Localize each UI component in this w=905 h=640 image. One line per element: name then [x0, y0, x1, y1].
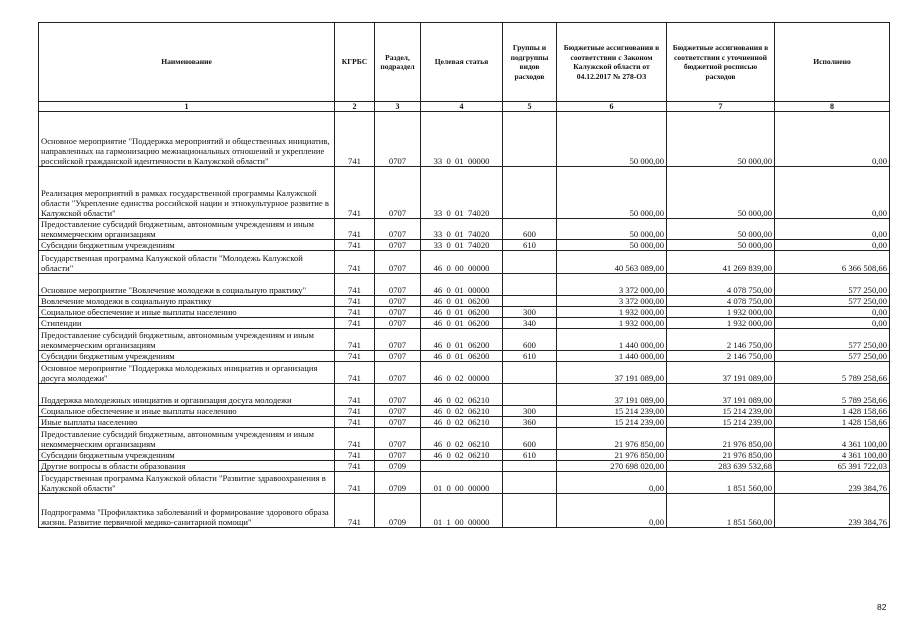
- row-assignment-law: 1 932 000,00: [557, 318, 667, 329]
- row-executed: 65 391 722,03: [775, 461, 890, 472]
- row-assignment-updated: 2 146 750,00: [667, 351, 775, 362]
- row-assignment-updated: 41 269 839,00: [667, 251, 775, 274]
- row-name: Основное мероприятие "Поддержка молодежных инициатив и организация досуга молодежи": [39, 362, 335, 384]
- row-assignment-updated: 37 191 089,00: [667, 362, 775, 384]
- row-kgrbs: 741: [335, 351, 375, 362]
- row-name: Субсидии бюджетным учреждениям: [39, 450, 335, 461]
- row-executed: 1 428 158,66: [775, 417, 890, 428]
- row-kgrbs: 741: [335, 384, 375, 406]
- row-section: 0707: [375, 417, 421, 428]
- table-row: [39, 461, 890, 472]
- row-name: Стипендии: [39, 318, 335, 329]
- row-kgrbs: 741: [335, 494, 375, 528]
- row-name: Предоставление субсидий бюджетным, автономным учреждениям и иным некоммерческим организациям: [39, 329, 335, 351]
- header-section: Раздел, подраздел: [375, 23, 421, 102]
- row-expense-group: 610: [503, 240, 557, 251]
- row-assignment-law: 3 372 000,00: [557, 296, 667, 307]
- row-section: 0707: [375, 384, 421, 406]
- table-row: [39, 251, 890, 274]
- row-assignment-law: 3 372 000,00: [557, 274, 667, 296]
- row-assignment-law: 40 563 089,00: [557, 251, 667, 274]
- table-row: [39, 362, 890, 384]
- table-row: [39, 494, 890, 528]
- row-target-article: 01 1 00 00000: [421, 494, 503, 528]
- row-name: Основное мероприятие "Вовлечение молодежи в социальную практику": [39, 274, 335, 296]
- row-assignment-updated: 1 851 560,00: [667, 472, 775, 494]
- budget-table: [38, 22, 890, 528]
- row-assignment-law: 21 976 850,00: [557, 450, 667, 461]
- row-executed: 0,00: [775, 318, 890, 329]
- row-name: Социальное обеспечение и иные выплаты населению: [39, 406, 335, 417]
- row-assignment-law: 37 191 089,00: [557, 384, 667, 406]
- row-kgrbs: 741: [335, 329, 375, 351]
- table-row: [39, 384, 890, 406]
- header-name: Наименование: [39, 23, 335, 102]
- table-row: [39, 112, 890, 167]
- row-kgrbs: 741: [335, 362, 375, 384]
- row-assignment-law: 1 932 000,00: [557, 307, 667, 318]
- row-assignment-updated: 1 932 000,00: [667, 318, 775, 329]
- row-section: 0707: [375, 318, 421, 329]
- table-row: [39, 274, 890, 296]
- row-executed: 239 384,76: [775, 472, 890, 494]
- table-row: [39, 351, 890, 362]
- row-name: Другие вопросы в области образования: [39, 461, 335, 472]
- row-executed: 1 428 158,66: [775, 406, 890, 417]
- row-assignment-updated: 2 146 750,00: [667, 329, 775, 351]
- header-expense-groups: Группы и подгруппы видов расходов: [503, 23, 557, 102]
- row-expense-group: [503, 461, 557, 472]
- row-executed: 0,00: [775, 112, 890, 167]
- row-assignment-updated: 4 078 750,00: [667, 296, 775, 307]
- row-assignment-updated: 50 000,00: [667, 112, 775, 167]
- row-target-article: 33 0 01 74020: [421, 240, 503, 251]
- column-number: 6: [557, 102, 667, 112]
- row-section: 0707: [375, 428, 421, 450]
- row-name: Государственная программа Калужской области "Развитие здравоохранения в Калужской области": [39, 472, 335, 494]
- row-assignment-law: 37 191 089,00: [557, 362, 667, 384]
- row-target-article: 46 0 02 06210: [421, 450, 503, 461]
- table-row: [39, 428, 890, 450]
- table-body: [39, 112, 890, 528]
- row-kgrbs: 741: [335, 428, 375, 450]
- row-assignment-updated: 15 214 239,00: [667, 417, 775, 428]
- row-target-article: 46 0 01 06200: [421, 318, 503, 329]
- row-target-article: [421, 461, 503, 472]
- row-expense-group: [503, 274, 557, 296]
- row-target-article: 33 0 01 00000: [421, 112, 503, 167]
- row-expense-group: [503, 296, 557, 307]
- row-name: Поддержка молодежных инициатив и организация досуга молодежи: [39, 384, 335, 406]
- row-assignment-updated: 283 639 532,68: [667, 461, 775, 472]
- row-assignment-updated: 21 976 850,00: [667, 428, 775, 450]
- row-executed: 5 789 258,66: [775, 362, 890, 384]
- row-section: 0707: [375, 362, 421, 384]
- row-assignment-updated: 15 214 239,00: [667, 406, 775, 417]
- column-number-row: [39, 102, 890, 112]
- table-row: [39, 450, 890, 461]
- row-assignment-updated: 37 191 089,00: [667, 384, 775, 406]
- row-section: 0707: [375, 251, 421, 274]
- row-section: 0707: [375, 450, 421, 461]
- row-assignment-updated: 1 851 560,00: [667, 494, 775, 528]
- row-kgrbs: 741: [335, 406, 375, 417]
- row-assignment-law: 50 000,00: [557, 167, 667, 219]
- row-kgrbs: 741: [335, 472, 375, 494]
- row-expense-group: 360: [503, 417, 557, 428]
- row-kgrbs: 741: [335, 274, 375, 296]
- row-expense-group: 610: [503, 351, 557, 362]
- row-executed: 4 361 100,00: [775, 450, 890, 461]
- row-assignment-updated: 21 976 850,00: [667, 450, 775, 461]
- row-assignment-law: 15 214 239,00: [557, 406, 667, 417]
- row-executed: 577 250,00: [775, 351, 890, 362]
- row-kgrbs: 741: [335, 240, 375, 251]
- row-executed: 239 384,76: [775, 494, 890, 528]
- row-section: 0707: [375, 274, 421, 296]
- row-name: Вовлечение молодежи в социальную практику: [39, 296, 335, 307]
- row-target-article: 46 0 02 00000: [421, 362, 503, 384]
- row-section: 0707: [375, 296, 421, 307]
- row-assignment-law: 50 000,00: [557, 112, 667, 167]
- row-name: Реализация мероприятий в рамках государственной программы Калужской области "Укрепление единства российской нации и этнокультурное развитие в Калужской области": [39, 167, 335, 219]
- row-name: Субсидии бюджетным учреждениям: [39, 240, 335, 251]
- row-kgrbs: 741: [335, 417, 375, 428]
- row-expense-group: 340: [503, 318, 557, 329]
- table-row: [39, 318, 890, 329]
- row-name: Основное мероприятие "Поддержка мероприятий и общественных инициатив, направленных на гармонизацию межнациональных отношений и укрепление российской гражданской идентичности в Калужской области": [39, 112, 335, 167]
- row-assignment-updated: 50 000,00: [667, 219, 775, 240]
- row-assignment-law: 1 440 000,00: [557, 351, 667, 362]
- row-kgrbs: 741: [335, 219, 375, 240]
- page-number: 82: [877, 602, 887, 612]
- row-section: 0707: [375, 307, 421, 318]
- row-section: 0707: [375, 240, 421, 251]
- row-name: Государственная программа Калужской области "Молодежь Калужской области": [39, 251, 335, 274]
- row-section: 0709: [375, 472, 421, 494]
- row-assignment-law: 21 976 850,00: [557, 428, 667, 450]
- row-executed: 0,00: [775, 219, 890, 240]
- row-section: 0707: [375, 329, 421, 351]
- table-row: [39, 167, 890, 219]
- table-row: [39, 240, 890, 251]
- row-executed: 6 366 508,66: [775, 251, 890, 274]
- table-row: [39, 406, 890, 417]
- row-section: 0707: [375, 406, 421, 417]
- row-assignment-updated: 1 932 000,00: [667, 307, 775, 318]
- row-assignment-law: 15 214 239,00: [557, 417, 667, 428]
- row-kgrbs: 741: [335, 307, 375, 318]
- table-row: [39, 329, 890, 351]
- row-expense-group: [503, 494, 557, 528]
- row-expense-group: [503, 472, 557, 494]
- row-target-article: 33 0 01 74020: [421, 219, 503, 240]
- row-executed: 0,00: [775, 307, 890, 318]
- row-executed: 0,00: [775, 167, 890, 219]
- table-row: [39, 307, 890, 318]
- row-target-article: 46 0 01 06200: [421, 296, 503, 307]
- row-section: 0707: [375, 112, 421, 167]
- row-section: 0709: [375, 494, 421, 528]
- row-executed: 0,00: [775, 240, 890, 251]
- column-number: 5: [503, 102, 557, 112]
- column-number: 8: [775, 102, 890, 112]
- row-target-article: 46 0 01 06200: [421, 329, 503, 351]
- column-number: 3: [375, 102, 421, 112]
- row-assignment-law: 50 000,00: [557, 219, 667, 240]
- row-target-article: 46 0 01 06200: [421, 307, 503, 318]
- row-executed: 577 250,00: [775, 329, 890, 351]
- row-name: Социальное обеспечение и иные выплаты населению: [39, 307, 335, 318]
- row-kgrbs: 741: [335, 167, 375, 219]
- row-assignment-law: 0,00: [557, 472, 667, 494]
- row-target-article: 46 0 02 06210: [421, 406, 503, 417]
- row-executed: 577 250,00: [775, 296, 890, 307]
- row-expense-group: [503, 251, 557, 274]
- row-assignment-law: 50 000,00: [557, 240, 667, 251]
- column-number: 1: [39, 102, 335, 112]
- header-kgrbs: КГРБС: [335, 23, 375, 102]
- row-expense-group: [503, 167, 557, 219]
- row-assignment-law: 270 698 020,00: [557, 461, 667, 472]
- table-row: [39, 219, 890, 240]
- header-target-article: Целевая статья: [421, 23, 503, 102]
- row-assignment-law: 1 440 000,00: [557, 329, 667, 351]
- header-executed: Исполнено: [775, 23, 890, 102]
- row-expense-group: 300: [503, 307, 557, 318]
- row-name: Иные выплаты населению: [39, 417, 335, 428]
- header-assignments-updated: Бюджетные ассигнования в соответствии с уточненной бюджетной росписью расходов: [667, 23, 775, 102]
- row-expense-group: [503, 362, 557, 384]
- row-kgrbs: 741: [335, 450, 375, 461]
- column-number: 2: [335, 102, 375, 112]
- row-name: Предоставление субсидий бюджетным, автономным учреждениям и иным некоммерческим организациям: [39, 428, 335, 450]
- row-expense-group: 610: [503, 450, 557, 461]
- row-executed: 577 250,00: [775, 274, 890, 296]
- row-target-article: 01 0 00 00000: [421, 472, 503, 494]
- table-row: [39, 417, 890, 428]
- row-kgrbs: 741: [335, 461, 375, 472]
- header-row: [39, 23, 890, 102]
- row-assignment-updated: 50 000,00: [667, 240, 775, 251]
- row-target-article: 46 0 02 06210: [421, 428, 503, 450]
- row-expense-group: 600: [503, 428, 557, 450]
- row-section: 0707: [375, 167, 421, 219]
- row-assignment-updated: 50 000,00: [667, 167, 775, 219]
- row-section: 0707: [375, 219, 421, 240]
- row-name: Предоставление субсидий бюджетным, автономным учреждениям и иным некоммерческим организациям: [39, 219, 335, 240]
- row-target-article: 46 0 02 06210: [421, 417, 503, 428]
- row-expense-group: [503, 112, 557, 167]
- column-number: 7: [667, 102, 775, 112]
- row-section: 0707: [375, 351, 421, 362]
- row-target-article: 46 0 01 00000: [421, 274, 503, 296]
- row-kgrbs: 741: [335, 318, 375, 329]
- row-target-article: 46 0 01 06200: [421, 351, 503, 362]
- row-assignment-updated: 4 078 750,00: [667, 274, 775, 296]
- row-target-article: 46 0 02 06210: [421, 384, 503, 406]
- row-target-article: 46 0 00 00000: [421, 251, 503, 274]
- row-target-article: 33 0 01 74020: [421, 167, 503, 219]
- row-expense-group: 300: [503, 406, 557, 417]
- row-executed: 4 361 100,00: [775, 428, 890, 450]
- header-assignments-law: Бюджетные ассигнования в соответствии с Законом Калужской области от 04.12.2017 № 278-ОЗ: [557, 23, 667, 102]
- row-expense-group: 600: [503, 219, 557, 240]
- row-section: 0709: [375, 461, 421, 472]
- row-name: Подпрограмма "Профилактика заболеваний и формирование здорового образа жизни. Развитие первичной медико-санитарной помощи": [39, 494, 335, 528]
- row-expense-group: 600: [503, 329, 557, 351]
- row-executed: 5 789 258,66: [775, 384, 890, 406]
- row-assignment-law: 0,00: [557, 494, 667, 528]
- row-kgrbs: 741: [335, 112, 375, 167]
- table-row: [39, 472, 890, 494]
- row-kgrbs: 741: [335, 296, 375, 307]
- row-expense-group: [503, 384, 557, 406]
- row-name: Субсидии бюджетным учреждениям: [39, 351, 335, 362]
- row-kgrbs: 741: [335, 251, 375, 274]
- table-row: [39, 296, 890, 307]
- column-number: 4: [421, 102, 503, 112]
